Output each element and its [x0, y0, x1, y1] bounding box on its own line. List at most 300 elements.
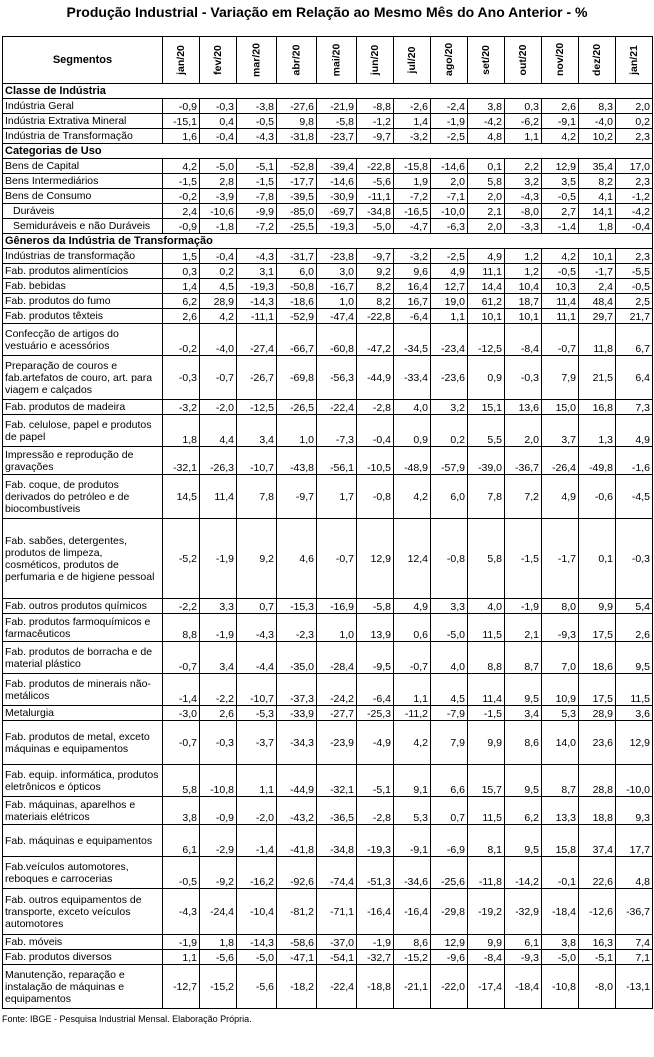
- value-cell: -5,8: [357, 599, 394, 614]
- value-cell: 2,0: [505, 415, 542, 447]
- value-cell: -19,3: [317, 219, 357, 234]
- month-header: [468, 37, 505, 84]
- value-cell: -33,9: [277, 706, 317, 721]
- month-label: ago/20: [443, 42, 455, 76]
- value-cell: -1,5: [468, 706, 505, 721]
- value-cell: 6,2: [505, 797, 542, 825]
- segment-name: Fab. produtos de madeira: [3, 400, 163, 415]
- value-cell: -56,1: [317, 447, 357, 475]
- value-cell: -8,4: [468, 950, 505, 965]
- month-header: [579, 37, 616, 84]
- value-cell: -3,7: [237, 721, 277, 765]
- value-cell: -0,9: [163, 219, 200, 234]
- value-cell: -14,3: [237, 294, 277, 309]
- value-cell: 37,4: [579, 825, 616, 857]
- value-cell: 9,9: [468, 721, 505, 765]
- header-row: [3, 37, 653, 84]
- value-cell: 8,2: [357, 279, 394, 294]
- value-cell: 8,2: [357, 294, 394, 309]
- value-cell: 8,0: [542, 599, 579, 614]
- value-cell: -22,8: [357, 159, 394, 174]
- value-cell: -7,3: [317, 415, 357, 447]
- table-row: [3, 159, 653, 174]
- value-cell: 11,4: [468, 674, 505, 706]
- value-cell: 0,9: [468, 356, 505, 400]
- table-row: [3, 797, 653, 825]
- value-cell: -24,4: [200, 889, 237, 935]
- value-cell: 5,3: [542, 706, 579, 721]
- value-cell: -26,5: [277, 400, 317, 415]
- value-cell: 13,3: [542, 797, 579, 825]
- value-cell: 9,2: [237, 519, 277, 599]
- value-cell: -0,2: [163, 189, 200, 204]
- value-cell: -15,3: [277, 599, 317, 614]
- value-cell: -26,7: [237, 356, 277, 400]
- month-label: out/20: [517, 44, 529, 76]
- value-cell: 5,8: [468, 519, 505, 599]
- table-row: [3, 189, 653, 204]
- value-cell: 10,1: [505, 309, 542, 324]
- value-cell: -43,2: [277, 797, 317, 825]
- table-row: [3, 599, 653, 614]
- value-cell: -9,2: [200, 857, 237, 889]
- value-cell: -31,8: [277, 129, 317, 144]
- value-cell: -0,4: [200, 249, 237, 264]
- value-cell: -2,0: [237, 797, 277, 825]
- value-cell: -5,0: [237, 950, 277, 965]
- value-cell: 0,1: [579, 519, 616, 599]
- value-cell: 3,3: [200, 599, 237, 614]
- value-cell: -34,6: [394, 857, 431, 889]
- value-cell: 9,3: [616, 797, 653, 825]
- segment-name: Indústria Geral: [3, 99, 163, 114]
- value-cell: 3,4: [200, 642, 237, 674]
- value-cell: 9,5: [505, 765, 542, 797]
- value-cell: 18,8: [579, 797, 616, 825]
- segment-name: Bens de Consumo: [3, 189, 163, 204]
- value-cell: -5,8: [317, 114, 357, 129]
- value-cell: -4,4: [237, 642, 277, 674]
- value-cell: -56,3: [317, 356, 357, 400]
- value-cell: -10,5: [357, 447, 394, 475]
- value-cell: -6,3: [431, 219, 468, 234]
- month-header: [237, 37, 277, 84]
- value-cell: 61,2: [468, 294, 505, 309]
- segment-name: Fab. produtos de minerais não-metálicos: [3, 674, 163, 706]
- value-cell: 1,4: [394, 114, 431, 129]
- value-cell: 11,5: [468, 797, 505, 825]
- value-cell: -11,2: [394, 706, 431, 721]
- segment-name: Semiduráveis e não Duráveis: [3, 219, 163, 234]
- value-cell: -4,2: [616, 204, 653, 219]
- value-cell: 8,8: [468, 642, 505, 674]
- value-cell: -14,6: [317, 174, 357, 189]
- section-row: [3, 144, 653, 159]
- value-cell: 4,2: [200, 309, 237, 324]
- value-cell: 10,1: [468, 309, 505, 324]
- value-cell: 8,6: [394, 935, 431, 950]
- value-cell: -9,6: [431, 950, 468, 965]
- value-cell: 11,1: [542, 309, 579, 324]
- value-cell: 10,9: [542, 674, 579, 706]
- table-row: [3, 400, 653, 415]
- value-cell: 4,0: [394, 400, 431, 415]
- value-cell: 21,7: [616, 309, 653, 324]
- value-cell: -58,6: [277, 935, 317, 950]
- value-cell: -0,9: [163, 99, 200, 114]
- segment-name: Fab. celulose, papel e produtos de papel: [3, 415, 163, 447]
- value-cell: -11,1: [357, 189, 394, 204]
- value-cell: -0,8: [431, 519, 468, 599]
- value-cell: -2,8: [357, 797, 394, 825]
- value-cell: -66,7: [277, 324, 317, 356]
- value-cell: -5,2: [163, 519, 200, 599]
- value-cell: 15,7: [468, 765, 505, 797]
- value-cell: -7,9: [431, 706, 468, 721]
- value-cell: -0,5: [163, 857, 200, 889]
- value-cell: -14,2: [505, 857, 542, 889]
- section-row: [3, 234, 653, 249]
- value-cell: -35,0: [277, 642, 317, 674]
- value-cell: -5,1: [579, 950, 616, 965]
- value-cell: -4,3: [163, 889, 200, 935]
- value-cell: 0,4: [200, 114, 237, 129]
- value-cell: 12,9: [431, 935, 468, 950]
- value-cell: -1,9: [200, 519, 237, 599]
- table-row: [3, 129, 653, 144]
- value-cell: 4,9: [431, 264, 468, 279]
- value-cell: -2,4: [431, 99, 468, 114]
- segment-name: Indústria Extrativa Mineral: [3, 114, 163, 129]
- value-cell: -18,6: [277, 294, 317, 309]
- value-cell: 9,1: [394, 765, 431, 797]
- value-cell: -1,9: [505, 599, 542, 614]
- value-cell: 16,8: [579, 400, 616, 415]
- value-cell: 2,0: [468, 189, 505, 204]
- value-cell: 6,1: [505, 935, 542, 950]
- segment-name: Fab. equip. informática, produtos eletrônicos e ópticos: [3, 765, 163, 797]
- value-cell: -12,5: [468, 324, 505, 356]
- value-cell: 1,2: [505, 249, 542, 264]
- value-cell: -85,0: [277, 204, 317, 219]
- value-cell: 4,0: [468, 599, 505, 614]
- value-cell: -43,8: [277, 447, 317, 475]
- value-cell: -2,3: [277, 614, 317, 642]
- value-cell: -15,8: [394, 159, 431, 174]
- value-cell: 1,1: [163, 950, 200, 965]
- value-cell: 3,3: [431, 599, 468, 614]
- month-label: nov/20: [554, 42, 566, 76]
- value-cell: -23,9: [317, 721, 357, 765]
- value-cell: 1,2: [505, 264, 542, 279]
- table-row: [3, 475, 653, 519]
- value-cell: -44,9: [277, 765, 317, 797]
- value-cell: 3,4: [237, 415, 277, 447]
- value-cell: -0,5: [542, 264, 579, 279]
- value-cell: -1,7: [579, 264, 616, 279]
- value-cell: -2,6: [394, 99, 431, 114]
- value-cell: 4,2: [542, 129, 579, 144]
- value-cell: 2,8: [200, 174, 237, 189]
- value-cell: 35,4: [579, 159, 616, 174]
- value-cell: 4,9: [394, 599, 431, 614]
- value-cell: 10,1: [579, 249, 616, 264]
- value-cell: 1,5: [163, 249, 200, 264]
- value-cell: 13,6: [505, 400, 542, 415]
- value-cell: 3,0: [317, 264, 357, 279]
- value-cell: 2,3: [616, 249, 653, 264]
- value-cell: 0,7: [237, 599, 277, 614]
- value-cell: 8,6: [505, 721, 542, 765]
- segment-name: Fab. coque, de produtos derivados do petróleo e de biocombustíveis: [3, 475, 163, 519]
- value-cell: 12,9: [616, 721, 653, 765]
- month-header: [616, 37, 653, 84]
- table-title: Produção Industrial - Variação em Relação ao Mesmo Mês do Ano Anterior - %: [66, 4, 588, 20]
- value-cell: 4,4: [200, 415, 237, 447]
- month-label: abr/20: [290, 44, 303, 76]
- value-cell: 2,4: [579, 279, 616, 294]
- table-row: [3, 264, 653, 279]
- value-cell: -9,7: [357, 129, 394, 144]
- section-title: Categorias de Uso: [3, 144, 653, 159]
- month-label: jan/20: [175, 45, 187, 75]
- value-cell: -11,8: [468, 857, 505, 889]
- value-cell: 4,5: [431, 674, 468, 706]
- value-cell: 16,7: [394, 294, 431, 309]
- value-cell: -0,3: [505, 356, 542, 400]
- value-cell: 28,8: [579, 765, 616, 797]
- value-cell: -1,8: [200, 219, 237, 234]
- value-cell: -2,0: [200, 400, 237, 415]
- value-cell: -0,1: [542, 857, 579, 889]
- value-cell: 17,5: [579, 614, 616, 642]
- table-row: [3, 309, 653, 324]
- value-cell: -0,7: [317, 519, 357, 599]
- value-cell: 4,9: [468, 249, 505, 264]
- value-cell: 0,3: [163, 264, 200, 279]
- value-cell: 2,5: [616, 294, 653, 309]
- value-cell: 1,8: [163, 415, 200, 447]
- value-cell: -32,9: [505, 889, 542, 935]
- value-cell: -2,5: [431, 249, 468, 264]
- table-row: [3, 706, 653, 721]
- value-cell: -74,4: [317, 857, 357, 889]
- month-label: jun/20: [369, 44, 381, 76]
- value-cell: -0,6: [579, 475, 616, 519]
- value-cell: -17,7: [277, 174, 317, 189]
- month-label: jan/21: [628, 45, 640, 75]
- value-cell: 1,1: [505, 129, 542, 144]
- value-cell: -21,9: [317, 99, 357, 114]
- value-cell: -7,1: [431, 189, 468, 204]
- table-row: [3, 415, 653, 447]
- value-cell: 2,6: [542, 99, 579, 114]
- value-cell: 19,0: [431, 294, 468, 309]
- month-header: [394, 37, 431, 84]
- value-cell: -7,2: [394, 189, 431, 204]
- value-cell: -5,6: [200, 950, 237, 965]
- value-cell: -1,5: [163, 174, 200, 189]
- value-cell: -54,1: [317, 950, 357, 965]
- value-cell: -34,3: [277, 721, 317, 765]
- value-cell: 3,8: [468, 99, 505, 114]
- value-cell: 28,9: [579, 706, 616, 721]
- segment-name: Manutenção, reparação e instalação de máquinas e equipamentos: [3, 965, 163, 1009]
- month-label: mar/20: [250, 43, 263, 77]
- value-cell: 6,2: [163, 294, 200, 309]
- value-cell: 4,9: [542, 475, 579, 519]
- value-cell: -25,3: [357, 706, 394, 721]
- value-cell: 8,2: [579, 174, 616, 189]
- value-cell: 6,1: [163, 825, 200, 857]
- value-cell: 0,7: [431, 797, 468, 825]
- value-cell: 14,0: [542, 721, 579, 765]
- value-cell: -0,4: [357, 415, 394, 447]
- value-cell: -39,5: [277, 189, 317, 204]
- value-cell: -0,5: [616, 279, 653, 294]
- segment-name: Preparação de couros e fab.artefatos de couro, art. para viagem e calçados: [3, 356, 163, 400]
- value-cell: 6,7: [616, 324, 653, 356]
- segment-name: Fab. produtos do fumo: [3, 294, 163, 309]
- value-cell: -10,8: [542, 965, 579, 1009]
- value-cell: -31,7: [277, 249, 317, 264]
- value-cell: -44,9: [357, 356, 394, 400]
- segment-name: Fab. produtos têxteis: [3, 309, 163, 324]
- value-cell: -18,4: [542, 889, 579, 935]
- value-cell: -11,1: [237, 309, 277, 324]
- value-cell: -52,9: [277, 309, 317, 324]
- segment-name: Fab. máquinas, aparelhos e materiais elétricos: [3, 797, 163, 825]
- value-cell: -6,9: [431, 825, 468, 857]
- value-cell: -1,2: [616, 189, 653, 204]
- value-cell: -16,7: [317, 279, 357, 294]
- table-row: [3, 279, 653, 294]
- value-cell: -36,5: [317, 797, 357, 825]
- segment-name: Fab. produtos alimentícios: [3, 264, 163, 279]
- table-row: [3, 889, 653, 935]
- value-cell: 3,2: [431, 400, 468, 415]
- segment-name: Fab. sabões, detergentes, produtos de limpeza, cosméticos, produtos de perfumaria e de higiene pessoal: [3, 519, 163, 599]
- value-cell: -1,9: [200, 614, 237, 642]
- value-cell: -1,5: [237, 174, 277, 189]
- value-cell: -51,3: [357, 857, 394, 889]
- value-cell: 10,3: [542, 279, 579, 294]
- value-cell: -52,8: [277, 159, 317, 174]
- value-cell: -0,7: [542, 324, 579, 356]
- value-cell: -37,0: [317, 935, 357, 950]
- value-cell: 2,3: [616, 129, 653, 144]
- value-cell: 1,1: [237, 765, 277, 797]
- value-cell: 1,6: [163, 129, 200, 144]
- value-cell: 2,3: [616, 174, 653, 189]
- value-cell: 8,3: [579, 99, 616, 114]
- table-row: [3, 324, 653, 356]
- value-cell: 2,4: [163, 204, 200, 219]
- value-cell: -0,3: [200, 99, 237, 114]
- value-cell: -4,3: [237, 129, 277, 144]
- value-cell: -0,3: [616, 519, 653, 599]
- value-cell: 11,5: [616, 674, 653, 706]
- value-cell: 2,6: [163, 309, 200, 324]
- value-cell: 4,6: [277, 519, 317, 599]
- value-cell: 6,6: [431, 765, 468, 797]
- value-cell: -16,4: [357, 889, 394, 935]
- value-cell: -5,6: [357, 174, 394, 189]
- value-cell: -9,7: [357, 249, 394, 264]
- value-cell: 2,1: [468, 204, 505, 219]
- value-cell: -22,0: [431, 965, 468, 1009]
- value-cell: -7,2: [237, 219, 277, 234]
- value-cell: -25,5: [277, 219, 317, 234]
- value-cell: 15,0: [542, 400, 579, 415]
- value-cell: 29,7: [579, 309, 616, 324]
- value-cell: 3,6: [616, 706, 653, 721]
- value-cell: -37,3: [277, 674, 317, 706]
- value-cell: -9,1: [542, 114, 579, 129]
- value-cell: 1,8: [579, 219, 616, 234]
- value-cell: -0,3: [163, 356, 200, 400]
- section-row: [3, 84, 653, 99]
- value-cell: 17,7: [616, 825, 653, 857]
- value-cell: -0,5: [237, 114, 277, 129]
- table-row: [3, 935, 653, 950]
- value-cell: 0,9: [394, 415, 431, 447]
- segment-name: Fab. produtos farmoquímicos e farmacêuticos: [3, 614, 163, 642]
- value-cell: 2,0: [468, 219, 505, 234]
- value-cell: -26,4: [542, 447, 579, 475]
- value-cell: -27,6: [277, 99, 317, 114]
- table-row: [3, 249, 653, 264]
- value-cell: -6,2: [505, 114, 542, 129]
- value-cell: -0,7: [394, 642, 431, 674]
- value-cell: 16,3: [579, 935, 616, 950]
- value-cell: 1,1: [394, 674, 431, 706]
- month-header: [200, 37, 237, 84]
- value-cell: 5,8: [468, 174, 505, 189]
- value-cell: 8,8: [163, 614, 200, 642]
- segment-name: Confecção de artigos do vestuário e acessórios: [3, 324, 163, 356]
- value-cell: 18,6: [579, 642, 616, 674]
- value-cell: -5,0: [357, 219, 394, 234]
- value-cell: 6,4: [616, 356, 653, 400]
- value-cell: 0,3: [505, 99, 542, 114]
- value-cell: 0,1: [468, 159, 505, 174]
- segment-name: Fab. produtos de metal, exceto máquinas e equipamentos: [3, 721, 163, 765]
- value-cell: -12,5: [237, 400, 277, 415]
- value-cell: 14,5: [163, 475, 200, 519]
- value-cell: -47,4: [317, 309, 357, 324]
- value-cell: 12,9: [542, 159, 579, 174]
- table-row: [3, 857, 653, 889]
- value-cell: -9,5: [357, 642, 394, 674]
- value-cell: 17,0: [616, 159, 653, 174]
- value-cell: -16,9: [317, 599, 357, 614]
- value-cell: -34,5: [394, 324, 431, 356]
- value-cell: -15,2: [200, 965, 237, 1009]
- value-cell: -9,9: [237, 204, 277, 219]
- value-cell: 7,8: [468, 475, 505, 519]
- value-cell: -4,9: [357, 721, 394, 765]
- value-cell: -10,7: [237, 447, 277, 475]
- value-cell: 4,9: [616, 415, 653, 447]
- month-label: mai/20: [330, 43, 343, 77]
- value-cell: 9,5: [505, 674, 542, 706]
- value-cell: -0,7: [200, 356, 237, 400]
- value-cell: 12,7: [431, 279, 468, 294]
- value-cell: 2,7: [542, 204, 579, 219]
- value-cell: -39,0: [468, 447, 505, 475]
- value-cell: -14,3: [237, 935, 277, 950]
